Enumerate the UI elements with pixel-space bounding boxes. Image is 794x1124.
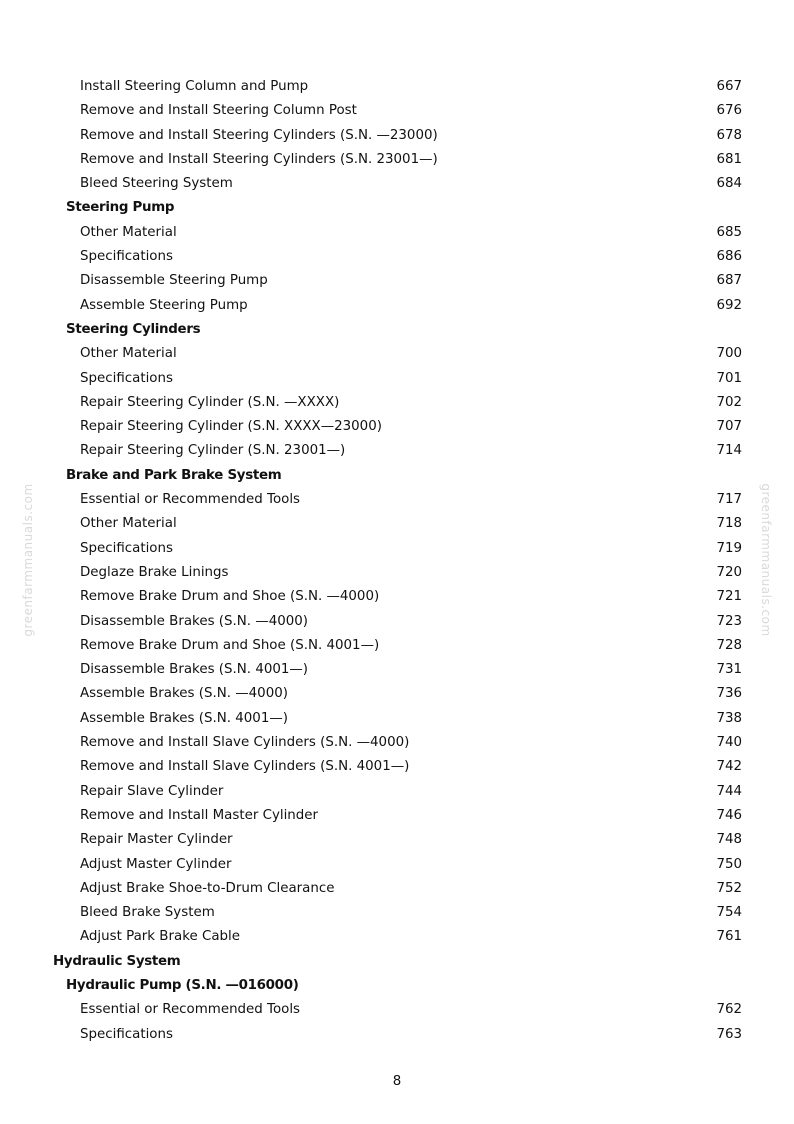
toc-entry[interactable]	[0, 755, 794, 779]
toc-entry-page-number: 720	[716, 564, 742, 580]
toc-entry-page-number: 723	[716, 613, 742, 629]
toc-entry-title: Remove and Install Master Cylinder	[80, 807, 319, 823]
toc-entry-title: Install Steering Column and Pump	[80, 79, 309, 94]
toc-entry[interactable]	[0, 172, 794, 196]
toc-entry[interactable]	[0, 610, 794, 634]
toc-entry-page-number: 667	[716, 79, 742, 94]
table-of-contents	[0, 75, 794, 1047]
toc-entry-page-number: 700	[716, 346, 742, 362]
toc-entry[interactable]	[0, 780, 794, 804]
toc-entry-title: Deglaze Brake Linings	[80, 564, 229, 580]
toc-section-heading[interactable]	[0, 196, 794, 220]
toc-entry-page-number: 692	[716, 297, 742, 313]
toc-entry-title: Brake and Park Brake System	[66, 467, 282, 483]
toc-entry-title: Hydraulic System	[53, 953, 181, 969]
toc-entry[interactable]	[0, 269, 794, 293]
toc-entry-title: Remove Brake Drum and Shoe (S.N. 4001—)	[80, 637, 380, 653]
toc-entry[interactable]	[0, 682, 794, 706]
toc-entry-title: Remove and Install Steering Column Post	[80, 103, 357, 119]
toc-entry[interactable]	[0, 731, 794, 755]
toc-entry-title: Essential or Recommended Tools	[80, 492, 301, 508]
toc-entry[interactable]	[0, 148, 794, 172]
toc-entry-page-number: 728	[716, 637, 742, 653]
toc-entry-page-number: 717	[716, 492, 742, 508]
watermark-right: greenfarmmanuals.com	[759, 483, 773, 637]
toc-entry[interactable]	[0, 75, 794, 99]
toc-entry[interactable]	[0, 561, 794, 585]
toc-entry[interactable]	[0, 877, 794, 901]
toc-entry-page-number: 684	[716, 176, 742, 192]
toc-entry[interactable]	[0, 925, 794, 949]
toc-entry-page-number: 701	[716, 370, 742, 386]
toc-entry-title: Other Material	[80, 224, 177, 240]
toc-entry-title: Specifications	[80, 540, 173, 556]
toc-entry-title: Disassemble Brakes (S.N. 4001—)	[80, 662, 309, 678]
toc-entry-page-number: 752	[716, 880, 742, 896]
toc-entry[interactable]	[0, 99, 794, 123]
toc-entry-page-number: 718	[716, 516, 742, 532]
toc-section-heading[interactable]	[0, 974, 794, 998]
toc-entry-page-number: 714	[716, 443, 742, 459]
toc-entry-title: Remove Brake Drum and Shoe (S.N. —4000)	[80, 589, 380, 605]
toc-entry-title: Bleed Brake System	[80, 905, 215, 921]
toc-entry-title: Adjust Brake Shoe-to-Drum Clearance	[80, 880, 335, 896]
toc-entry[interactable]	[0, 658, 794, 682]
toc-entry-page-number: 678	[716, 127, 742, 143]
toc-entry[interactable]	[0, 707, 794, 731]
toc-entry-title: Repair Steering Cylinder (S.N. 23001—)	[80, 443, 346, 459]
toc-entry-title: Essential or Recommended Tools	[80, 1002, 301, 1018]
toc-entry[interactable]	[0, 853, 794, 877]
toc-entry[interactable]	[0, 367, 794, 391]
toc-entry-page-number: 707	[716, 419, 742, 435]
page-number: 8	[392, 1074, 402, 1089]
toc-entry-page-number: 746	[716, 807, 742, 823]
toc-entry-title: Bleed Steering System	[80, 176, 233, 192]
toc-entry-title: Specifications	[80, 1026, 173, 1042]
toc-entry-title: Specifications	[80, 249, 173, 265]
toc-entry-title: Hydraulic Pump (S.N. —016000)	[66, 977, 299, 993]
toc-entry-page-number: 685	[716, 224, 742, 240]
toc-entry-page-number: 721	[716, 589, 742, 605]
toc-entry[interactable]	[0, 294, 794, 318]
toc-entry-page-number: 738	[716, 710, 742, 726]
toc-entry-title: Assemble Brakes (S.N. —4000)	[80, 686, 288, 702]
toc-entry[interactable]	[0, 221, 794, 245]
toc-entry-title: Remove and Install Steering Cylinders (S.N. 23001—)	[80, 151, 438, 167]
toc-entry-title: Other Material	[80, 346, 177, 362]
toc-entry-page-number: 686	[716, 249, 742, 265]
toc-entry-page-number: 702	[716, 394, 742, 410]
toc-entry-title: Steering Cylinders	[66, 321, 201, 337]
toc-entry[interactable]	[0, 901, 794, 925]
toc-entry[interactable]	[0, 512, 794, 536]
toc-entry-page-number: 731	[716, 662, 742, 678]
toc-section-heading[interactable]	[0, 318, 794, 342]
toc-entry-title: Assemble Steering Pump	[80, 297, 248, 313]
toc-entry-page-number: 719	[716, 540, 742, 556]
toc-entry-title: Specifications	[80, 370, 173, 386]
toc-section-heading[interactable]	[0, 464, 794, 488]
toc-entry-page-number: 763	[716, 1026, 742, 1042]
toc-entry-title: Repair Steering Cylinder (S.N. —XXXX)	[80, 394, 340, 410]
toc-entry-title: Disassemble Brakes (S.N. —4000)	[80, 613, 309, 629]
toc-entry-title: Adjust Park Brake Cable	[80, 929, 240, 945]
toc-entry[interactable]	[0, 124, 794, 148]
toc-entry-title: Remove and Install Steering Cylinders (S.N. —23000)	[80, 127, 438, 143]
toc-entry-page-number: 761	[716, 929, 742, 945]
toc-entry-page-number: 687	[716, 273, 742, 289]
toc-entry-page-number: 742	[716, 759, 742, 775]
toc-entry[interactable]	[0, 342, 794, 366]
toc-entry-title: Repair Steering Cylinder (S.N. XXXX—23000)	[80, 419, 382, 435]
toc-entry-page-number: 762	[716, 1002, 742, 1018]
toc-entry[interactable]	[0, 415, 794, 439]
toc-entry[interactable]	[0, 245, 794, 269]
toc-entry-title: Repair Master Cylinder	[80, 832, 233, 848]
toc-entry-page-number: 740	[716, 735, 742, 751]
toc-entry-title: Assemble Brakes (S.N. 4001—)	[80, 710, 288, 726]
toc-entry[interactable]	[0, 634, 794, 658]
toc-chapter-heading[interactable]	[0, 950, 794, 974]
toc-entry-title: Repair Slave Cylinder	[80, 783, 224, 799]
toc-entry[interactable]	[0, 828, 794, 852]
toc-entry[interactable]	[0, 1023, 794, 1047]
toc-entry[interactable]	[0, 488, 794, 512]
toc-entry-page-number: 744	[716, 783, 742, 799]
toc-entry-page-number: 750	[716, 856, 742, 872]
toc-entry-title: Remove and Install Slave Cylinders (S.N. 4001—)	[80, 759, 410, 775]
toc-entry-title: Adjust Master Cylinder	[80, 856, 232, 872]
toc-entry-title: Remove and Install Slave Cylinders (S.N. —4000)	[80, 735, 410, 751]
toc-entry-page-number: 681	[716, 151, 742, 167]
toc-entry[interactable]	[0, 391, 794, 415]
toc-entry[interactable]	[0, 998, 794, 1022]
toc-entry-page-number: 676	[716, 103, 742, 119]
toc-entry-title: Steering Pump	[66, 200, 175, 216]
toc-entry-page-number: 748	[716, 832, 742, 848]
toc-entry-title: Disassemble Steering Pump	[80, 273, 268, 289]
toc-entry[interactable]	[0, 804, 794, 828]
toc-entry[interactable]	[0, 439, 794, 463]
toc-entry[interactable]	[0, 537, 794, 561]
toc-entry[interactable]	[0, 585, 794, 609]
toc-entry-page-number: 754	[716, 905, 742, 921]
toc-entry-page-number: 736	[716, 686, 742, 702]
watermark-left: greenfarmmanuals.com	[21, 483, 35, 637]
toc-entry-title: Other Material	[80, 516, 177, 532]
